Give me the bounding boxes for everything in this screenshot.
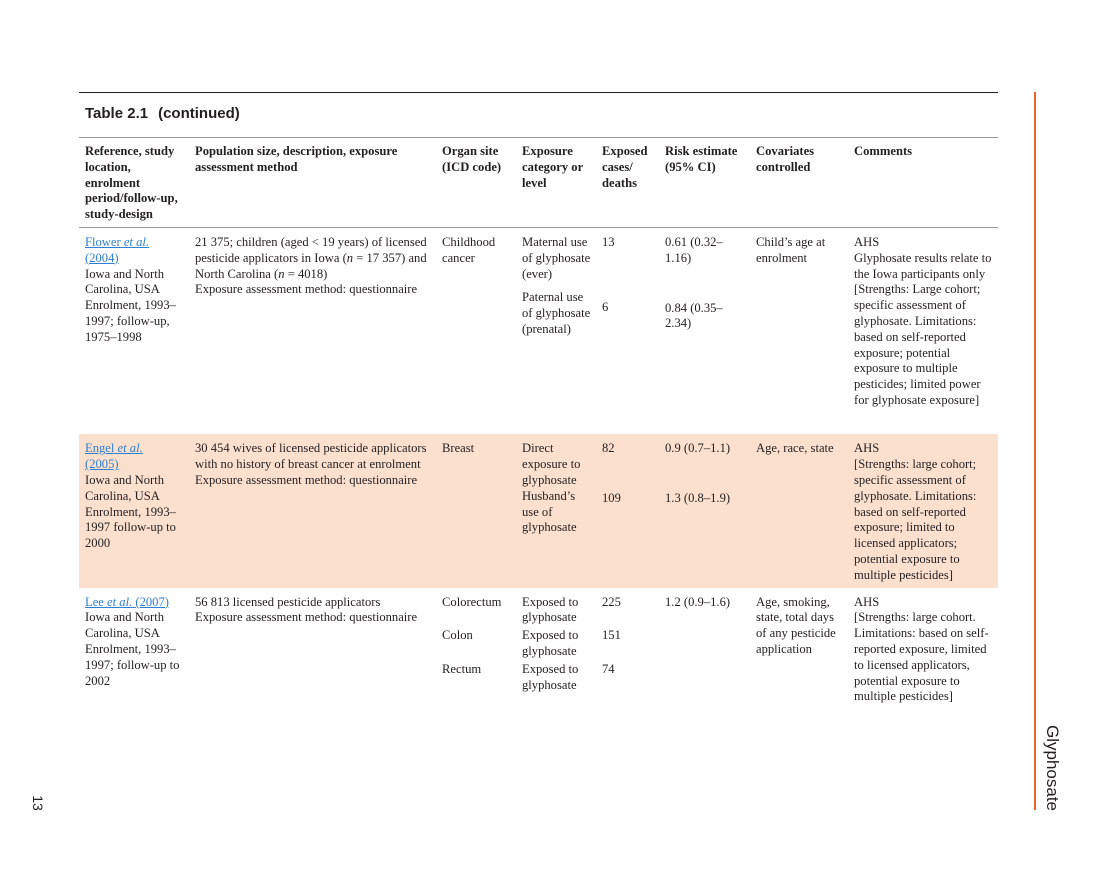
cell-risk: 0.61 (0.32–1.16) 0.84 (0.35–2.34) — [665, 234, 723, 331]
cell-cases: 225 151 74 — [602, 594, 621, 677]
data-table — [79, 138, 998, 709]
cell-comments: AHS [Strengths: large cohort. Limitations: based on self-reported exposure, limited to licensed applicators, potential exposure to multiple pesticides] — [854, 594, 989, 704]
cell-risk: 0.9 (0.7–1.1) 1.3 (0.8–1.9) — [659, 434, 750, 587]
table-row — [79, 434, 998, 587]
cell-organ-site: Colorectum Colon Rectum — [442, 594, 502, 677]
header-exposure: Exposure category or level — [522, 144, 583, 190]
cell-organ-site: Breast — [436, 434, 516, 587]
header-row — [79, 138, 998, 227]
cell-exposure: Maternal use of glyphosate (ever) Paternal use of glyphosate (prenatal) — [522, 234, 591, 336]
cell-population: 30 454 wives of licensed pesticide applicators with no history of breast cancer at enrolment Exposure assessment method: questionnaire — [189, 434, 436, 587]
header-covariates: Covariates controlled — [756, 144, 815, 174]
page-number: 13 — [30, 795, 46, 811]
cell-exposure: Exposed to glyphosate Exposed to glyphosate Exposed to glyphosate — [522, 594, 579, 692]
cell-risk: 1.2 (0.9–1.6) — [665, 594, 731, 609]
table-container — [79, 92, 998, 709]
cell-cases: 82 109 — [596, 434, 659, 587]
cell-reference — [79, 588, 189, 710]
header-population: Population size, description, exposure assessment method — [195, 144, 398, 174]
header-cases: Exposed cases/ deaths — [602, 144, 648, 190]
table-continued: (continued) — [158, 105, 240, 122]
reference-details: Iowa and North Carolina, USA Enrolment, 1993–1997 follow-up to 2000 — [85, 473, 176, 551]
table-row — [79, 227, 998, 434]
side-accent-rule — [1034, 92, 1036, 810]
cell-population: 56 813 licensed pesticide applicators Exposure assessment method: questionnaire — [195, 594, 418, 625]
reference-link[interactable]: Engel et al. (2005) — [85, 441, 143, 472]
cell-population: 21 375; children (aged < 19 years) of licensed pesticide applicators in Iowa (n = 17 357) and North Carolina (n = 4018) Exposure assessment method: questionnaire — [195, 234, 427, 297]
cell-exposure: Direct exposure to glyphosate Husband’s use of glyphosate — [516, 434, 596, 587]
cell-cases: 13 6 — [602, 234, 615, 314]
table-title — [79, 93, 998, 138]
reference-details: Iowa and North Carolina, USA Enrolment, 1993–1997; follow-up to 2002 — [85, 610, 180, 688]
reference-link[interactable]: Lee et al. (2007) — [85, 594, 169, 609]
header-organ-site: Organ site (ICD code) — [442, 144, 502, 174]
header-comments: Comments — [854, 144, 913, 158]
table-row — [79, 588, 998, 710]
reference-details: Iowa and North Carolina, USA Enrolment, 1993–1997; follow-up, 1975–1998 — [85, 266, 176, 344]
cell-covariates: Age, smoking, state, total days of any pesticide application — [756, 594, 836, 657]
cell-covariates: Child’s age at enrolment — [756, 234, 826, 265]
cell-organ-site: Childhood cancer — [442, 234, 496, 265]
cell-reference — [79, 434, 189, 587]
cell-comments: AHS Glyphosate results relate to the Iowa participants only [Strengths: Large cohort; specific assessment of glyphosate. Limitations: based on self-reported exposure; potential exposure to multiple pesticides; limited power for glyphosate exposure] — [854, 234, 992, 407]
cell-reference — [79, 227, 189, 434]
cell-covariates: Age, race, state — [750, 434, 848, 587]
header-reference: Reference, study location, enrolment period/follow-up, study-design — [85, 144, 178, 222]
table-label: Table 2.1 — [85, 105, 149, 122]
header-risk: Risk estimate (95% CI) — [665, 144, 738, 174]
cell-comments: AHS [Strengths: large cohort; specific assessment of glyphosate. Limitations: based on self-reported exposure; limited to licensed applicators; potential exposure to multiple pesticides] — [848, 434, 998, 587]
running-header-label: Glyphosate — [1043, 725, 1062, 811]
reference-link[interactable]: Flower et al. (2004) — [85, 234, 150, 265]
